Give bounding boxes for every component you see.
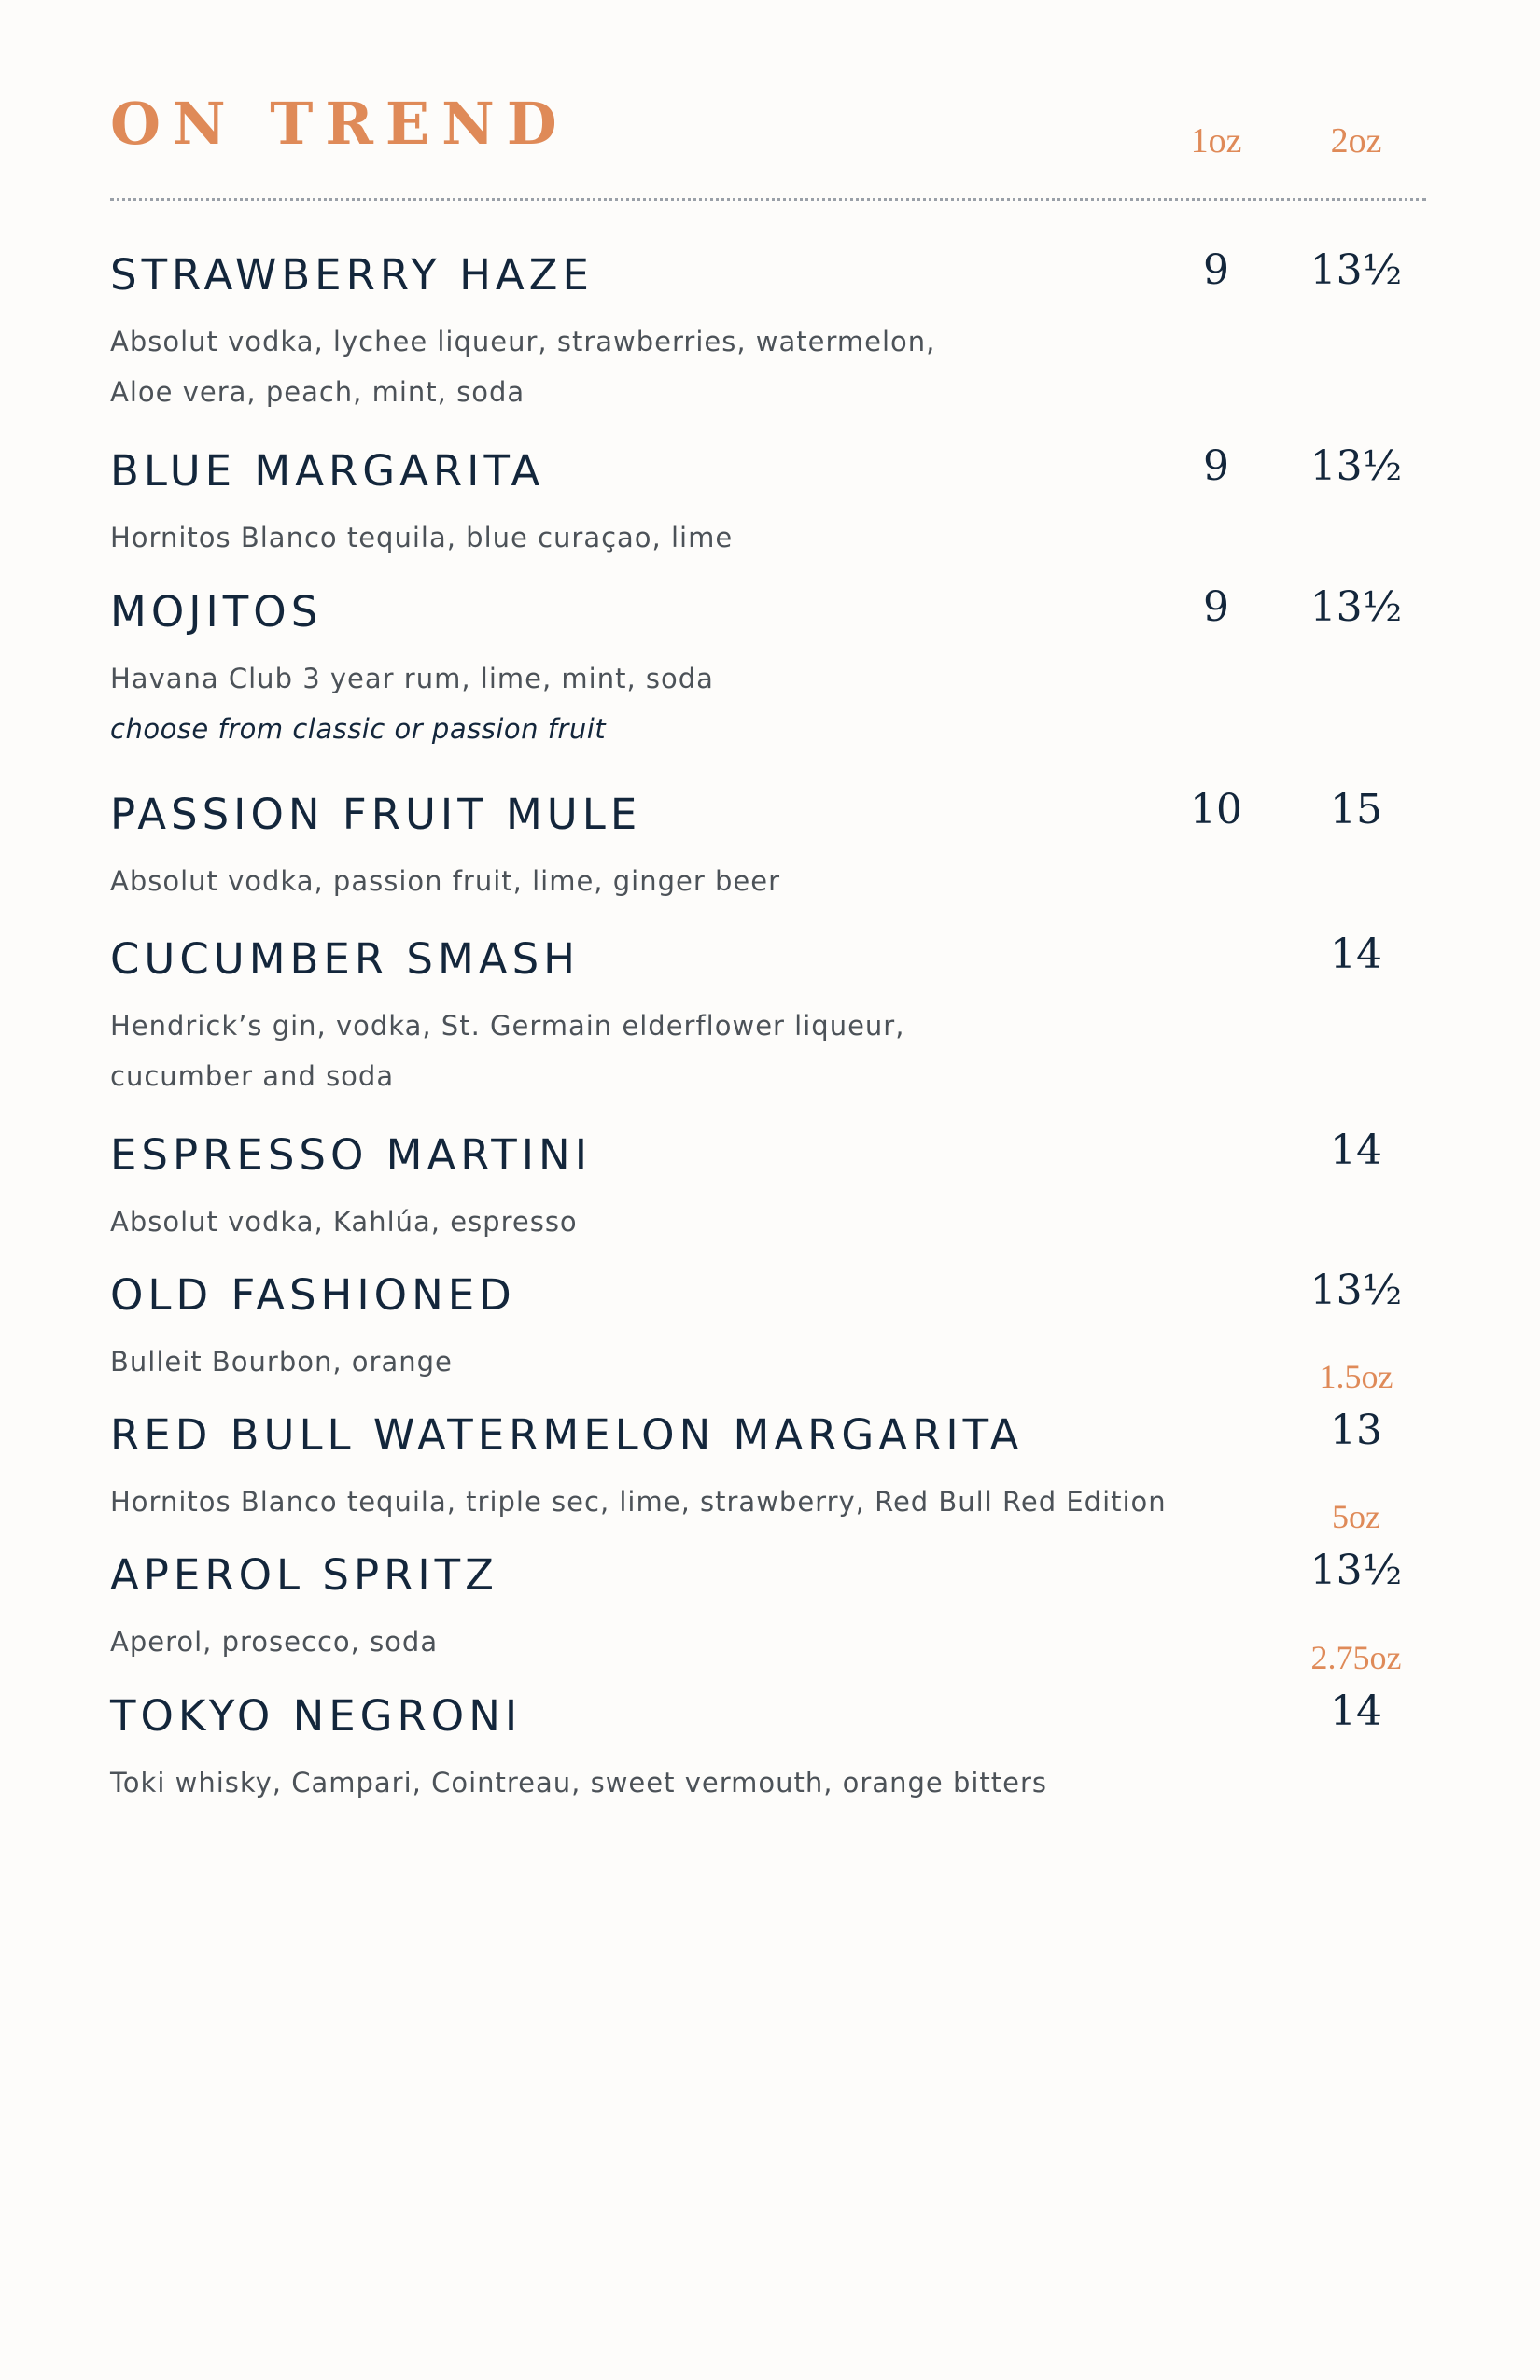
- price-2oz: 13½: [1309, 583, 1403, 631]
- item-name: STRAWBERRY HAZE: [110, 250, 594, 300]
- price: 13: [1330, 1407, 1382, 1454]
- item-name: RED BULL WATERMELON MARGARITA: [110, 1410, 1024, 1460]
- price-2oz: 15: [1330, 786, 1382, 833]
- item-name: CUCUMBER SMASH: [110, 934, 580, 984]
- item-description: Hornitos Blanco tequila, blue curaçao, lime: [110, 522, 734, 553]
- item-description: Bulleit Bourbon, orange: [110, 1346, 453, 1378]
- item-description: Absolut vodka, lychee liqueur, strawberries, watermelon,: [110, 326, 936, 357]
- price-1oz: 9: [1203, 583, 1229, 631]
- price-1oz: 10: [1190, 786, 1242, 833]
- size-header-1oz: 1oz: [1190, 121, 1242, 161]
- price-1oz: 9: [1203, 442, 1229, 490]
- menu-item-strawberry-haze: [110, 246, 1426, 417]
- size-note: 5oz: [1332, 1498, 1380, 1535]
- menu-item-blue-margarita: [110, 442, 1426, 563]
- item-description: Absolut vodka, Kahlúa, espresso: [110, 1206, 578, 1238]
- menu-item-cucumber-smash: [110, 931, 1426, 1101]
- size-note: 2.75oz: [1310, 1639, 1402, 1676]
- price: 14: [1330, 1127, 1382, 1174]
- item-name: TOKYO NEGRONI: [110, 1691, 523, 1741]
- menu-item-espresso-martini: [110, 1127, 1426, 1247]
- size-note: 1.5oz: [1319, 1358, 1393, 1395]
- item-name: APEROL SPRITZ: [110, 1550, 498, 1600]
- item-name: MOJITOS: [110, 587, 323, 637]
- price-2oz: 13½: [1309, 246, 1403, 294]
- item-description: Aloe vera, peach, mint, soda: [110, 376, 525, 408]
- item-name: OLD FASHIONED: [110, 1270, 516, 1320]
- section-title: ON TREND: [110, 90, 569, 158]
- price: 13½: [1309, 1267, 1403, 1314]
- price-1oz: 9: [1203, 246, 1229, 294]
- dotted-divider: [110, 198, 1426, 201]
- item-description: cucumber and soda: [110, 1060, 395, 1092]
- menu-item-passion-fruit-mule: [110, 786, 1426, 906]
- menu-item-mojitos: [110, 583, 1426, 754]
- item-description: Toki whisky, Campari, Cointreau, sweet vermouth, orange bitters: [110, 1767, 1048, 1799]
- item-description: Havana Club 3 year rum, lime, mint, soda: [110, 663, 714, 694]
- item-description: Absolut vodka, passion fruit, lime, ginger beer: [110, 865, 780, 897]
- size-header-2oz: 2oz: [1330, 121, 1382, 161]
- item-name: ESPRESSO MARTINI: [110, 1130, 592, 1180]
- price: 13½: [1309, 1547, 1403, 1594]
- item-description: Hornitos Blanco tequila, triple sec, lime, strawberry, Red Bull Red Edition: [110, 1486, 1167, 1518]
- item-note: choose from classic or passion fruit: [110, 713, 607, 745]
- price: 14: [1330, 1687, 1382, 1735]
- price-2oz: 13½: [1309, 442, 1403, 490]
- item-name: BLUE MARGARITA: [110, 446, 545, 496]
- price: 14: [1330, 931, 1382, 978]
- menu-item-old-fashioned: [110, 1267, 1426, 1387]
- item-name: PASSION FRUIT MULE: [110, 790, 642, 839]
- item-description: Hendrick’s gin, vodka, St. Germain elderflower liqueur,: [110, 1010, 905, 1042]
- item-description: Aperol, prosecco, soda: [110, 1626, 439, 1658]
